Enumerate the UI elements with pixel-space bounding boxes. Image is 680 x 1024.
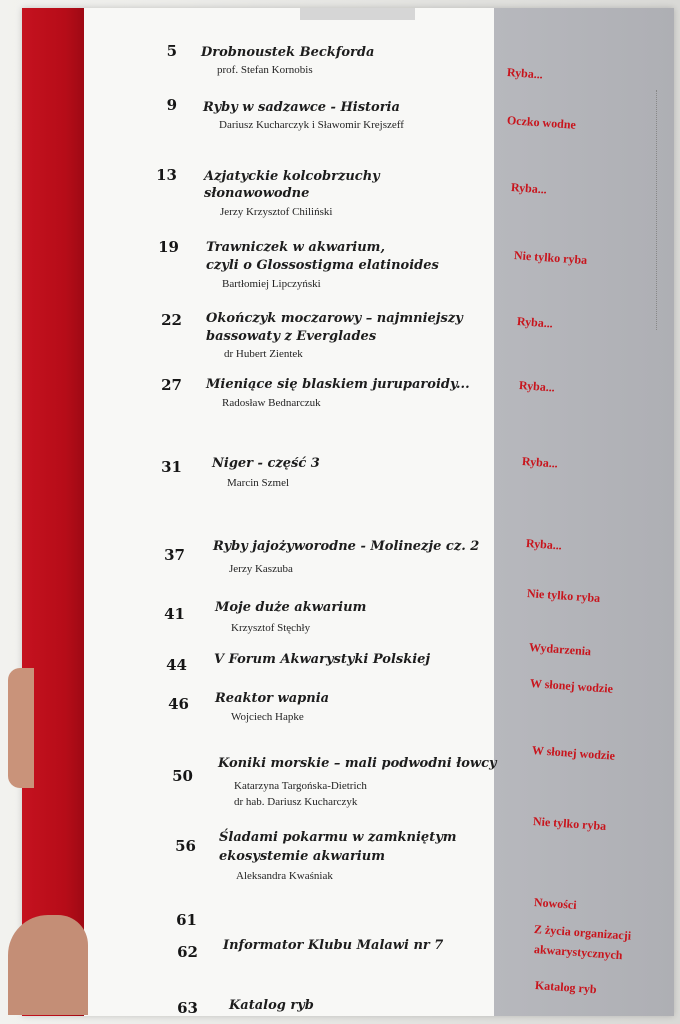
page-number: 62 bbox=[177, 943, 198, 961]
article-title: Ryby jajożyworodne - Molinezje cz. 2 bbox=[213, 539, 480, 554]
section-label: Oczko wodne bbox=[506, 113, 577, 132]
article-author: Marcin Szmel bbox=[227, 477, 290, 489]
page-number: 27 bbox=[161, 376, 182, 394]
article-author: Jerzy Kaszuba bbox=[229, 563, 293, 575]
page-number: 61 bbox=[176, 911, 197, 929]
article-author: Dariusz Kucharczyk i Sławomir Krejszeff bbox=[219, 119, 404, 131]
section-label: Ryba... bbox=[510, 180, 548, 197]
article-title: Katalog ryb bbox=[229, 998, 314, 1013]
page-number: 44 bbox=[166, 656, 187, 674]
article-title-line-2: ekosystemie akwarium bbox=[219, 849, 385, 864]
section-label: Nie tylko ryba bbox=[513, 248, 588, 268]
page-number: 56 bbox=[175, 837, 196, 855]
page-number: 63 bbox=[177, 999, 198, 1017]
article-author: Bartłomiej Lipczyński bbox=[222, 278, 321, 290]
article-title-line-2: słonawowodne bbox=[204, 186, 310, 201]
article-title: Koniki morskie – mali podwodni łowcy bbox=[218, 756, 497, 771]
page-number: 5 bbox=[166, 42, 177, 60]
article-author: Katarzyna Targońska-Dietrich bbox=[234, 780, 367, 792]
section-column bbox=[494, 8, 674, 1016]
article-title: Informator Klubu Malawi nr 7 bbox=[223, 938, 444, 953]
red-margin-strip bbox=[22, 8, 84, 1016]
page-number: 22 bbox=[161, 311, 182, 329]
page-number: 19 bbox=[158, 238, 179, 256]
article-title: Reaktor wapnia bbox=[215, 691, 330, 706]
section-label: Ryba... bbox=[525, 536, 563, 553]
section-label: W słonej wodzie bbox=[531, 743, 616, 763]
article-author: Jerzy Krzysztof Chiliński bbox=[220, 206, 333, 218]
article-title: Trawniczek w akwarium, bbox=[206, 240, 385, 255]
article-author: Aleksandra Kwaśniak bbox=[236, 870, 333, 882]
section-label: Wydarzenia bbox=[528, 640, 592, 659]
page-number: 41 bbox=[164, 605, 185, 623]
section-label: Ryba... bbox=[516, 314, 554, 331]
next-page-edge bbox=[656, 90, 667, 330]
page-number: 31 bbox=[161, 458, 182, 476]
article-title: Okończyk moczarowy – najmniejszy bbox=[206, 311, 463, 326]
section-label: Ryba... bbox=[521, 454, 559, 471]
article-author: Wojciech Hapke bbox=[231, 711, 304, 723]
article-title: Niger - część 3 bbox=[212, 456, 320, 471]
page-number: 9 bbox=[166, 96, 177, 114]
section-label: Nie tylko ryba bbox=[526, 586, 601, 606]
article-title: Drobnoustek Beckforda bbox=[201, 45, 375, 60]
article-title: Mieniące się blaskiem juruparoidy... bbox=[206, 377, 470, 392]
article-title: Moje duże akwarium bbox=[215, 600, 367, 615]
section-label: Ryba... bbox=[506, 65, 544, 82]
section-label-line-2: akwarystycznych bbox=[533, 942, 623, 963]
holding-finger bbox=[8, 915, 88, 1015]
section-label: Z życia organizacji bbox=[533, 922, 632, 943]
page-number: 37 bbox=[164, 546, 185, 564]
article-author: Krzysztof Stęchły bbox=[231, 622, 311, 634]
article-author: Radosław Bednarczuk bbox=[222, 397, 321, 409]
article-author: prof. Stefan Kornobis bbox=[217, 64, 313, 76]
section-label: Ryba... bbox=[518, 378, 556, 395]
page-number: 50 bbox=[172, 767, 193, 785]
section-label: Katalog ryb bbox=[534, 978, 598, 997]
article-author: dr Hubert Zientek bbox=[224, 348, 303, 360]
article-title-line-2: czyli o Glossostigma elatinoides bbox=[206, 258, 439, 273]
thumb bbox=[8, 668, 34, 788]
section-label: Nie tylko ryba bbox=[532, 814, 607, 834]
page-number: 46 bbox=[168, 695, 189, 713]
article-author-2: dr hab. Dariusz Kucharczyk bbox=[234, 796, 358, 808]
page-number: 13 bbox=[156, 166, 177, 184]
section-label: W słonej wodzie bbox=[529, 676, 614, 696]
article-title: Azjatyckie kolcobrzuchy bbox=[204, 169, 380, 184]
article-title: V Forum Akwarystyki Polskiej bbox=[214, 652, 431, 667]
section-label: Nowości bbox=[533, 895, 578, 912]
article-title: Śladami pokarmu w zamkniętym bbox=[219, 830, 457, 845]
article-title-line-2: bassowaty z Everglades bbox=[206, 329, 377, 344]
article-title: Ryby w sadzawce - Historia bbox=[203, 100, 400, 115]
top-header-tab bbox=[300, 8, 415, 20]
